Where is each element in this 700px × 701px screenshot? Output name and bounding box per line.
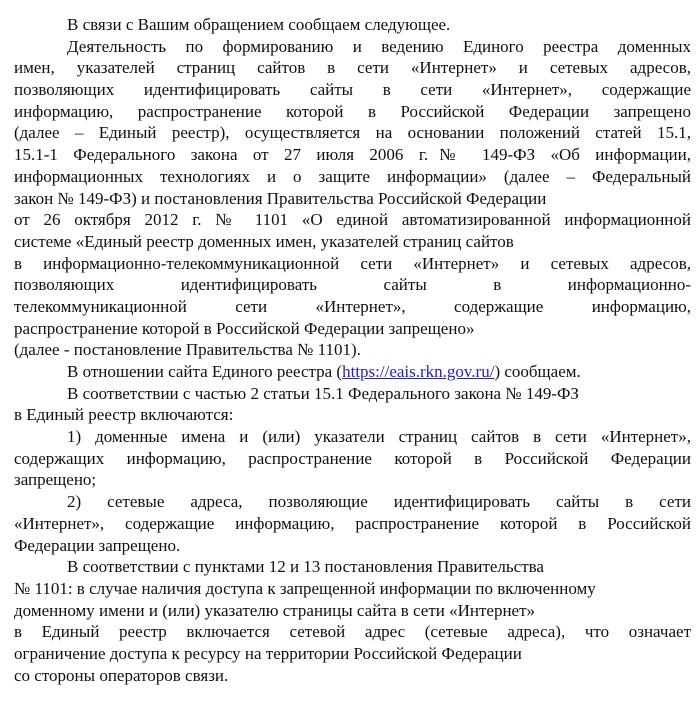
text-line	[14, 535, 691, 557]
text-line	[14, 621, 691, 643]
text-segment: распространение которой в Российской Федерации запрещено»	[14, 318, 475, 338]
text-line	[14, 491, 691, 513]
text-line	[14, 383, 691, 405]
text-line	[14, 296, 691, 318]
text-line	[14, 404, 691, 426]
text-segment: запрещено;	[14, 470, 97, 490]
text-segment: (далее - постановление Правительства № 1101).	[14, 340, 361, 360]
text-line	[14, 600, 691, 622]
text-line	[14, 274, 691, 296]
text-line	[14, 79, 691, 101]
text-segment: закон № 149-ФЗ) и постановления Правительства Российской Федерации	[14, 188, 547, 208]
text-segment: ) сообщаем.	[494, 362, 581, 381]
text-segment: «Интернет», содержащие информацию, распространение которой в Российской	[14, 513, 691, 533]
text-segment: телекоммуникационной сети «Интернет», содержащие информацию,	[14, 296, 691, 316]
text-line	[14, 209, 691, 231]
text-segment: содержащих информацию, распространение которой в Российской Федерации	[14, 448, 691, 468]
text-line	[14, 665, 691, 687]
text-segment: 2) сетевые адреса, позволяющие идентифицировать сайты в сети	[67, 492, 691, 512]
text-segment: В соответствии с пунктами 12 и 13 постановления Правительства	[67, 557, 544, 577]
text-segment: позволяющих идентифицировать сайты в сети «Интернет», содержащие	[14, 80, 691, 100]
text-segment: со стороны операторов связи.	[14, 665, 229, 685]
text-line	[14, 556, 691, 578]
text-segment: № 1101: в случае наличия доступа к запрещенной информации по включенному	[14, 578, 596, 598]
text-line	[14, 318, 691, 340]
text-segment: ограничение доступа к ресурсу на территории Российской Федерации	[14, 643, 522, 663]
text-segment: в Единый реестр включаются:	[14, 405, 234, 425]
eais-registry-link[interactable]: https://eais.rkn.gov.ru/	[342, 362, 495, 381]
text-line	[14, 166, 691, 188]
text-segment: В отношении сайта Единого реестра (	[67, 362, 343, 381]
text-line	[14, 426, 691, 448]
text-segment: имен, указателей страниц сайтов в сети «Интернет» и сетевых адресов,	[14, 58, 691, 78]
text-segment: информационных технологиях и о защите информации» (далее – Федеральный	[14, 166, 691, 186]
text-line	[14, 643, 691, 665]
text-line	[14, 448, 691, 470]
text-segment: Деятельность по формированию и ведению Единого реестра доменных	[67, 36, 691, 56]
text-line	[14, 513, 691, 535]
text-line	[14, 144, 691, 166]
text-segment: 15.1-1 Федерального закона от 27 июля 2006 г.№ 149-ФЗ «Об информации,	[14, 145, 691, 165]
text-segment: от 26 октября 2012 г. № 1101 «О единой автоматизированной информационной	[14, 210, 691, 230]
text-segment: В соответствии с частью 2 статьи 15.1 Федерального закона № 149-ФЗ	[67, 383, 579, 403]
text-segment: позволяющих идентифицировать сайты в информационно-	[14, 275, 691, 295]
text-segment: В связи с Вашим обращением сообщаем следующее.	[67, 15, 451, 34]
text-segment: доменному имени и (или) указателю страницы сайта в сети «Интернет»	[14, 600, 536, 620]
document-body	[14, 14, 691, 686]
text-line	[14, 101, 691, 123]
text-line	[14, 188, 691, 210]
text-line	[14, 339, 691, 361]
text-segment: в информационно-телекоммуникационной сети «Интернет» и сетевых адресов,	[14, 253, 691, 273]
text-line	[14, 253, 691, 275]
text-line	[14, 231, 691, 253]
text-segment: (далее – Единый реестр), осуществляется на основании положений статей 15.1,	[14, 123, 691, 143]
text-line	[14, 469, 691, 491]
text-segment: в Единый реестр включается сетевой адрес (сетевые адреса), что означает	[14, 622, 691, 642]
text-line	[14, 578, 691, 600]
text-line	[14, 361, 691, 383]
text-line	[14, 122, 691, 144]
text-segment: Федерации запрещено.	[14, 535, 181, 555]
text-segment: информацию, распространение которой в Российской Федерации запрещено	[14, 101, 691, 121]
text-segment: 1) доменные имена и (или) указатели страниц сайтов в сети «Интернет»,	[67, 427, 691, 447]
text-line	[14, 14, 691, 36]
text-line	[14, 57, 691, 79]
text-segment: системе «Единый реестр доменных имен, указателей страниц сайтов	[14, 231, 514, 251]
text-line	[14, 36, 691, 58]
